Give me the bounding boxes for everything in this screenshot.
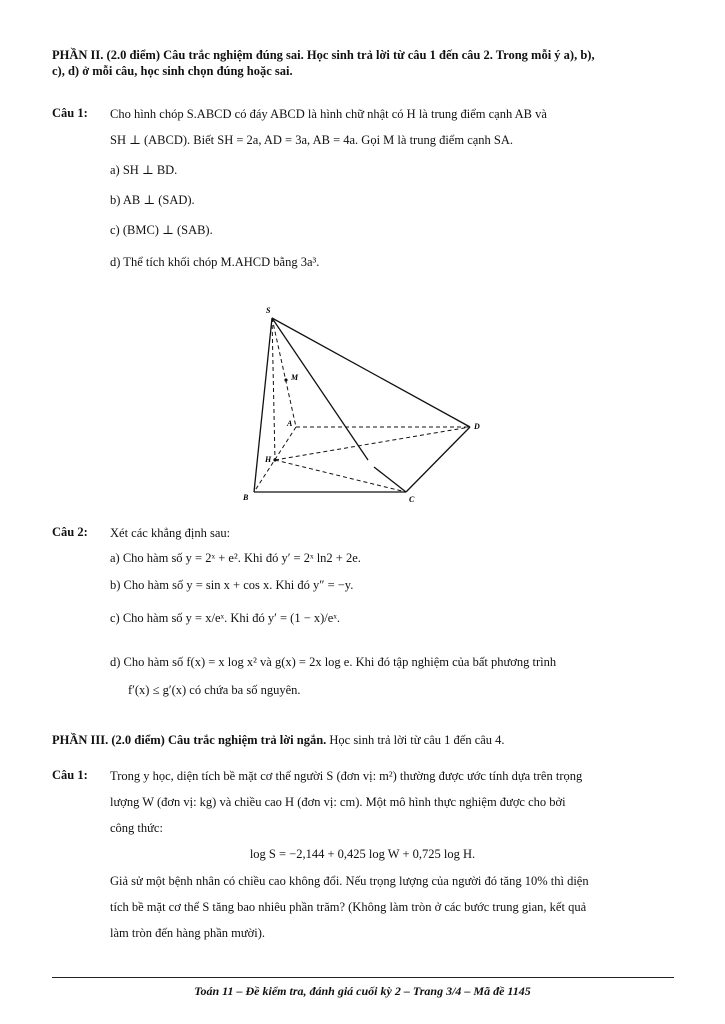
label-b: B xyxy=(243,493,249,502)
p3-q1-line5: tích bề mặt cơ thể S tăng bao nhiêu phần trăm? (Không làm tròn ở các bước trung gian, kết quả xyxy=(110,900,587,914)
q2-option-a: a) Cho hàm số y = 2ˣ + e². Khi đó y′ = 2ˣ ln2 + 2e. xyxy=(110,551,361,565)
edge-sc-lower xyxy=(374,467,406,492)
q2-option-b: b) Cho hàm số y = sin x + cos x. Khi đó y″ = −y. xyxy=(110,578,354,592)
p3-q1-label: Câu 1: xyxy=(52,768,88,782)
footer-divider xyxy=(52,977,674,978)
q1-option-a: a) SH ⊥ BD. xyxy=(110,163,178,177)
point-m xyxy=(284,378,287,381)
edge-sd xyxy=(272,318,470,427)
p3-q1-line2: lượng W (đơn vị: kg) và chiều cao H (đơn vị: cm). Một mô hình thực nghiệm được cho bởi xyxy=(110,795,566,809)
label-d: D xyxy=(474,422,480,431)
q2-label: Câu 2: xyxy=(52,525,88,539)
label-h: H xyxy=(265,455,272,464)
label-m: M xyxy=(291,373,299,382)
p3-q1-line4: Giả sử một bệnh nhân có chiều cao không đổi. Nếu trọng lượng của người đó tăng 10% thì diện xyxy=(110,874,589,888)
part3-intro: Học sinh trả lời từ câu 1 đến câu 4. xyxy=(329,733,505,747)
p3-q1-line1: Trong y học, diện tích bề mặt cơ thể người S (đơn vị: m²) thường được ước tính dựa trên trọng xyxy=(110,769,583,783)
q1-option-c: c) (BMC) ⊥ (SAB). xyxy=(110,223,213,237)
p3-q1-line6: làm tròn đến hàng phần mười). xyxy=(110,926,266,940)
q2-stem: Xét các khẳng định sau: xyxy=(110,526,231,540)
label-c: C xyxy=(409,495,415,504)
part2-intro-line2: c), d) ở mỗi câu, học sinh chọn đúng hoặc sai. xyxy=(52,64,293,78)
pyramid-figure xyxy=(230,300,500,510)
segment-hd xyxy=(275,427,470,460)
page-footer: Toán 11 – Đề kiểm tra, đánh giá cuối kỳ 2 – Trang 3/4 – Mã đề 1145 xyxy=(194,984,531,998)
point-h xyxy=(273,458,276,461)
part3-heading: PHẦN III. (2.0 điểm) Câu trắc nghiệm trả lời ngắn. xyxy=(52,733,327,747)
q1-stem-line1: Cho hình chóp S.ABCD có đáy ABCD là hình chữ nhật có H là trung điểm cạnh AB và xyxy=(110,107,547,121)
q1-option-b: b) AB ⊥ (SAD). xyxy=(110,193,195,207)
q2-option-d-line2: f′(x) ≤ g′(x) có chứa ba số nguyên. xyxy=(128,683,301,697)
part3-heading-line xyxy=(52,732,505,748)
part2-intro-line1: (2.0 điểm) Câu trắc nghiệm đúng sai. Học sinh trả lời từ câu 1 đến câu 2. Trong mỗi ý a), b), xyxy=(106,48,595,62)
q1-option-d: d) Thể tích khối chóp M.AHCD bằng 3a³. xyxy=(110,255,320,269)
edge-sh xyxy=(272,318,275,460)
q2-option-c: c) Cho hàm số y = x/eˣ. Khi đó y′ = (1 − x)/eˣ. xyxy=(110,611,341,625)
q1-label: Câu 1: xyxy=(52,106,88,120)
part2-heading xyxy=(52,47,595,63)
q1-stem-line2: SH ⊥ (ABCD). Biết SH = 2a, AD = 3a, AB = 4a. Gọi M là trung điểm cạnh SA. xyxy=(110,133,514,147)
edge-sb xyxy=(254,318,272,492)
p3-q1-formula: log S = −2,144 + 0,425 log W + 0,725 log H. xyxy=(249,847,476,861)
p3-q1-line3: công thức: xyxy=(110,821,163,835)
part2-heading-label: PHẦN II. xyxy=(52,48,104,62)
edge-cd xyxy=(406,427,470,492)
label-s: S xyxy=(266,306,271,315)
label-a: A xyxy=(287,419,293,428)
q2-option-d-line1: d) Cho hàm số f(x) = x log x² và g(x) = 2x log e. Khi đó tập nghiệm của bất phương trình xyxy=(110,655,557,669)
edge-sc-upper xyxy=(272,318,368,460)
